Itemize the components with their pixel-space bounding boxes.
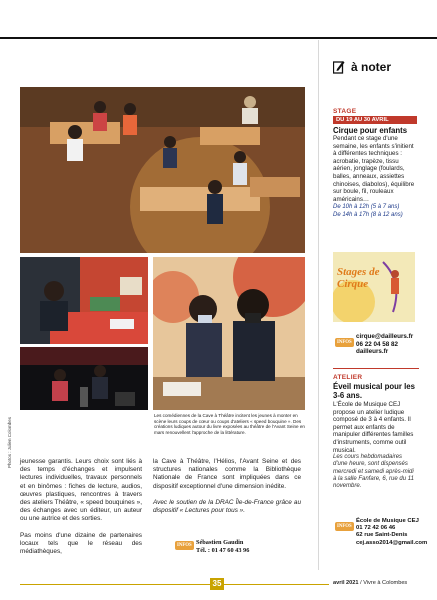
stage-contact-email: cirque@dailleurs.fr	[356, 333, 414, 340]
atelier-contact-email: cej.asso2014@gmail.com	[356, 539, 428, 546]
photo-students	[153, 257, 305, 410]
article-col2-paragraph-2: Avec le soutien de la DRAC Île-de-France grâce au dispositif « Lectures pour tous ».	[153, 498, 301, 515]
stage-contact-phone: 06 22 04 58 82	[356, 340, 399, 348]
sidebar-heading	[333, 60, 391, 74]
sidebar	[318, 40, 319, 570]
photo-children-reading	[20, 257, 148, 344]
photo-classroom-drawing	[20, 87, 305, 253]
footer-line	[20, 584, 210, 585]
stage-contact	[356, 333, 420, 356]
photo-students-drawing	[153, 257, 305, 410]
atelier-contact-name: École de Musique CEJ	[356, 518, 419, 524]
cirque-poster	[333, 252, 415, 322]
stage-label: STAGE	[333, 108, 357, 115]
footer-line-right	[224, 584, 329, 585]
stage-contact-site: dailleurs.fr	[356, 348, 389, 356]
photo-stage-drawing	[20, 347, 148, 410]
footer-issue	[333, 580, 407, 586]
pencil-note-icon	[333, 60, 345, 74]
cirque-poster-title: Stages de Cirque	[337, 266, 380, 290]
atelier-contact-address: 62 rue Saint-Denis	[356, 532, 408, 539]
page-number: 35	[210, 578, 224, 590]
atelier-infos-badge: INFOS	[337, 524, 352, 529]
photo-caption: Les comédiennes de la Cave à Théâtre incitent les jeunes à monter en scène leurs coups de cœur ou coups d'ateliers « speed bouquine ». Des créations ludiques autour du livre exposées au théâtre de l'Avant Seine en mars renouvellent l'approche de la littérature.	[154, 413, 305, 435]
article-column-2	[153, 458, 301, 515]
article-infos-badge: INFOS	[177, 543, 192, 548]
top-rule	[0, 37, 437, 39]
stage-infos-badge: INFOS	[337, 340, 352, 345]
photo-classroom	[20, 87, 305, 253]
atelier-italic: Les cours hebdomadaires d'une heure, sont dispensés mercredi et samedi après-midi à la salle Fanfare, 6, rue du 11 novembre.	[333, 454, 414, 489]
atelier-contact	[356, 518, 428, 547]
stage-time-2: De 14h à 17h (8 à 12 ans)	[333, 211, 403, 218]
stage-dates: DU 19 AU 30 AVRIL	[333, 116, 417, 124]
footer-separator: /	[360, 580, 364, 586]
article-col1-paragraph-2: Pas moins d'une dizaine de partenaires locaux tels que le réseau des médiathèques,	[20, 531, 142, 556]
article-contact-tel: Tél. : 01 47 60 43 96	[196, 546, 250, 554]
article-col2-paragraph-1: la Cave à Théâtre, l'Hélios, l'Avant Seine et des structures nationales comme la Bibliothèque Nationale de France sont impliquées dans ce dispositif exceptionnel d'une dimension inédite.	[153, 458, 301, 490]
photo-stage	[20, 347, 148, 410]
stage-block	[333, 108, 417, 219]
atelier-block	[333, 374, 417, 490]
stage-title: Cirque pour enfants	[333, 126, 408, 135]
article-column-1	[20, 458, 142, 556]
atelier-contact-phone: 01 72 42 06 46	[356, 525, 396, 532]
article-col1-paragraph-1: jeunesse garantis. Leurs choix sont liés à des temps d'échanges et impulsent lectures individuelles, travaux personnels et en binômes : fiches de lecture, audios, œuvres plastiques, rencontres à travers des ateliers Théâtre, « speed bouquines », des échanges avec un éditeur, un auteur ou une autrice et des sorties.	[20, 458, 142, 523]
footer-issue-date: avril 2021	[333, 580, 359, 586]
atelier-body: L'École de Musique CEJ propose un atelier ludique composé de 3 à 4 enfants. Il permet aux enfants de manipuler différentes familles d'instruments, comme outil musical.	[333, 401, 414, 454]
sidebar-heading-text: à noter	[351, 60, 392, 74]
stage-time-1: De 10h à 12h (5 à 7 ans)	[333, 204, 400, 211]
atelier-title: Éveil musical pour les 3-6 ans.	[333, 382, 415, 400]
atelier-label: ATELIER	[333, 374, 363, 381]
photo-credit: Photos : Julien Colombes	[7, 416, 12, 468]
photo-children-reading-drawing	[20, 257, 148, 344]
article-contact	[196, 539, 306, 554]
stage-body: Pendant ce stage d'une semaine, les enfants s'initient à différentes techniques : acrobatie, trapèze, tissu aérien, jonglage (foulards, balles, anneaux, assiettes chinoises, diabolos), équilibre sur boule, fil, rouleaux américains…	[333, 135, 415, 203]
sidebar-divider	[333, 368, 419, 369]
footer-magazine: Vivre à Colombes	[363, 580, 408, 586]
article-contact-name: Sébastien Gaudin	[196, 539, 244, 546]
